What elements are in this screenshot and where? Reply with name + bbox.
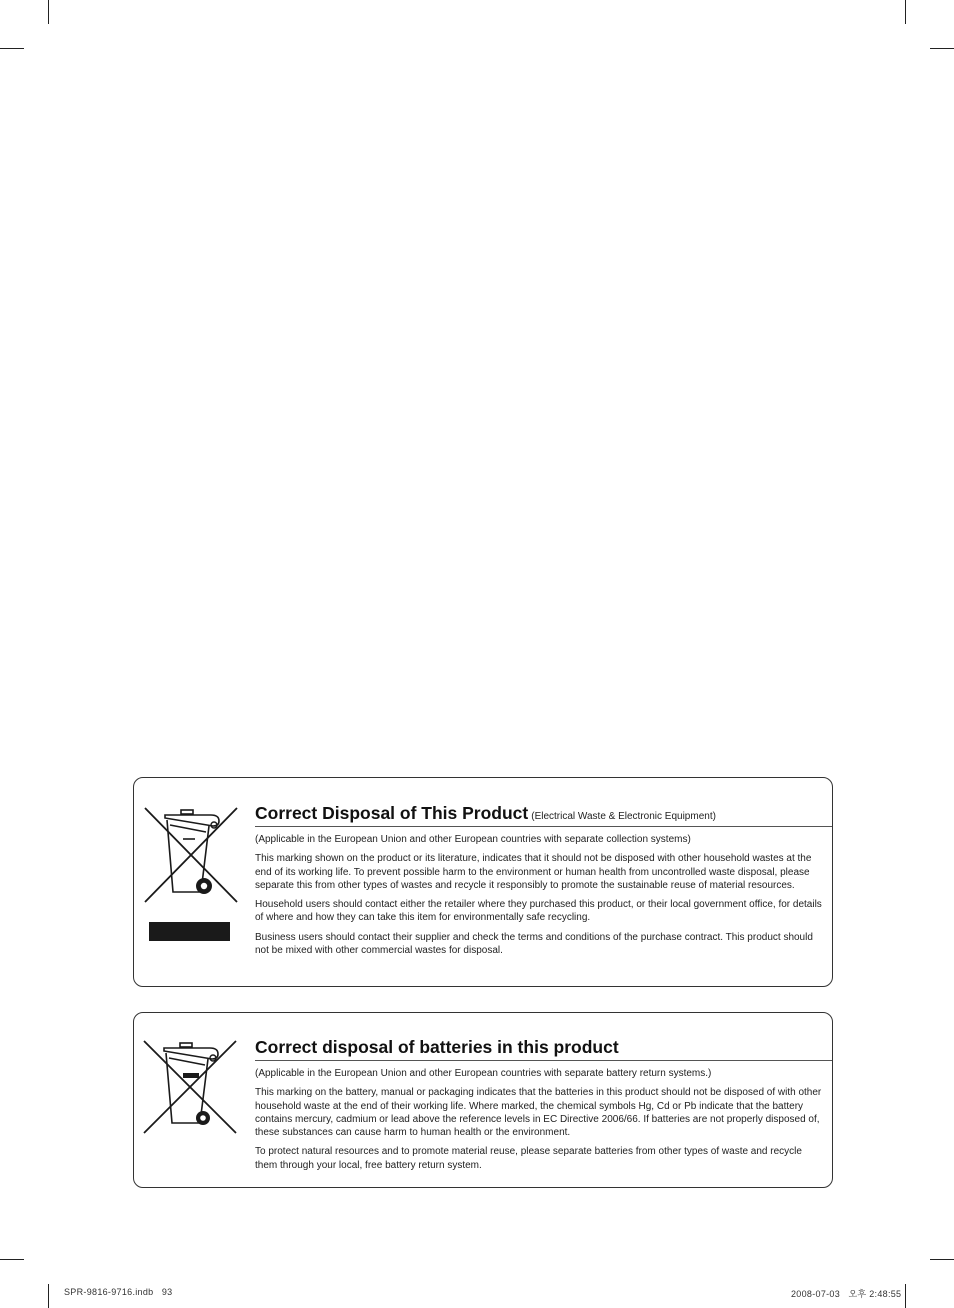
battery-heading	[255, 1037, 832, 1061]
battery-content	[255, 1037, 832, 1178]
weee-paragraph: Household users should contact either the retailer where they purchased this product, or their local government office, for details of where and how they can take this item for environmentally safe recycling.	[255, 899, 822, 924]
weee-disposal-notice	[133, 777, 833, 987]
crop-mark	[0, 1259, 24, 1260]
footer-file-name: SPR-9816-9716.indb 93	[64, 1287, 173, 1297]
crop-mark	[48, 0, 49, 24]
bin-black-bar	[149, 922, 230, 941]
crop-mark	[905, 1284, 906, 1308]
crop-mark	[930, 1259, 954, 1260]
crop-mark	[905, 0, 906, 24]
weee-title: Correct Disposal of This Product	[255, 803, 529, 823]
crop-mark	[0, 48, 24, 49]
battery-title: Correct disposal of batteries in this product	[255, 1037, 619, 1057]
battery-paragraph: (Applicable in the European Union and other European countries with separate battery return systems.)	[255, 1068, 712, 1079]
weee-paragraph: This marking shown on the product or its literature, indicates that it should not be disposed with other household wastes at the end of its working life. To prevent possible harm to the environment or human health from uncontrolled waste disposal, please separate this from other types of wastes and recycle it responsibly to promote the sustainable reuse of material resources.	[255, 853, 812, 891]
weee-paragraph: Business users should contact their supplier and check the terms and conditions of the purchase contract. This product should not be mixed with other commercial wastes for disposal.	[255, 931, 813, 957]
crossed-out-wheelie-bin-icon	[143, 806, 239, 906]
battery-disposal-notice	[133, 1012, 833, 1188]
battery-paragraph: To protect natural resources and to promote material reuse, please separate batteries from other types of waste and recycle them through your local, free battery return system.	[255, 1146, 802, 1171]
weee-paragraph: (Applicable in the European Union and other European countries with separate collection systems)	[255, 834, 691, 845]
weee-subtitle: (Electrical Waste & Electronic Equipment)	[531, 811, 716, 822]
weee-content	[255, 803, 832, 963]
weee-heading	[255, 803, 832, 827]
crop-mark	[930, 48, 954, 49]
footer-timestamp: 2008-07-03 오후 2:48:55	[791, 1289, 902, 1299]
battery-paragraph: This marking on the battery, manual or packaging indicates that the batteries in this product should not be disposed of with other household waste at the end of their working life. Where marked, the chemical symbols Hg, Cd or Pb indicate that the battery contains mercury, cadmium or lead above the reference levels in EC Directive 2006/66. If batteries are not properly disposed of, these substances can cause harm to human health or the environment.	[255, 1087, 822, 1139]
crossed-out-battery-bin-icon	[142, 1039, 238, 1137]
crop-mark	[48, 1284, 49, 1308]
